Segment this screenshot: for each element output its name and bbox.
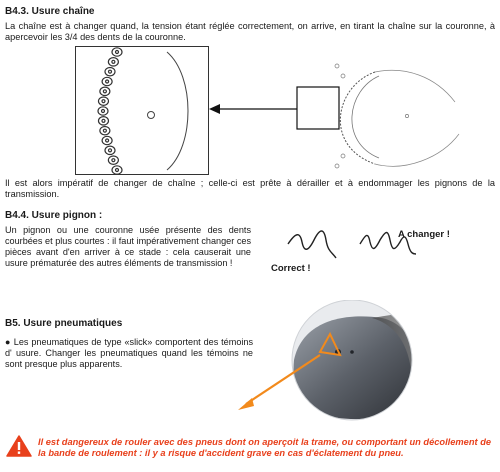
- overview-detail-box: [297, 87, 339, 129]
- section-tyres-heading: B5. Usure pneumatiques: [5, 318, 123, 329]
- section-chain-heading: B4.3. Usure chaîne: [5, 6, 95, 17]
- overview-chain-bottom: [375, 134, 459, 166]
- section-chain-paragraph: La chaîne est à changer quand, la tension étant réglée correctement, on arrive, en tirant la chaîne sur la couronne, à apercevoir les 3/4 des dents de la couronne.: [5, 21, 495, 43]
- arrow-head: [209, 104, 220, 114]
- overview-chain: [340, 72, 375, 164]
- warning-text: Il est dangereux de rouler avec des pneus dont on aperçoit la trame, ou comportant un décollement de la bande de roulement : il y a risque d'accident grave en cas d'éclatement du pneu.: [38, 437, 492, 459]
- section-chain-conclusion: Il est alors impératif de changer de chaîne ; celle-ci est prête à dérailler et à endommager les pignons de la transmission.: [5, 178, 495, 200]
- warning-icon: [6, 434, 32, 458]
- overview-sprocket: [352, 76, 379, 158]
- label-correct: Correct !: [271, 263, 311, 274]
- label-change: A changer !: [398, 229, 450, 240]
- pinion-teeth-illustration: [282, 214, 462, 300]
- tyre-photo: [232, 300, 442, 424]
- correct-teeth-profile: [288, 231, 336, 258]
- section-pinion-paragraph: Un pignon ou une couronne usée présente des dents courbées et plus courtes : il faut impérativement changer ces pièces avant d'en arriver à ce stade : cela causerait une usure prématurée des autres éléments de transmission !: [5, 225, 251, 268]
- zoom-frame: [76, 47, 209, 175]
- overview-chain-top: [375, 70, 455, 102]
- chain-wear-illustration: [75, 46, 493, 178]
- section-tyres-paragraph: ● Les pneumatiques de type «slick» comportent des témoins d' usure. Changer les pneumatiques quand les témoins ne sont presque plus apparents.: [5, 337, 253, 369]
- section-pinion-heading: B4.4. Usure pignon :: [5, 210, 103, 221]
